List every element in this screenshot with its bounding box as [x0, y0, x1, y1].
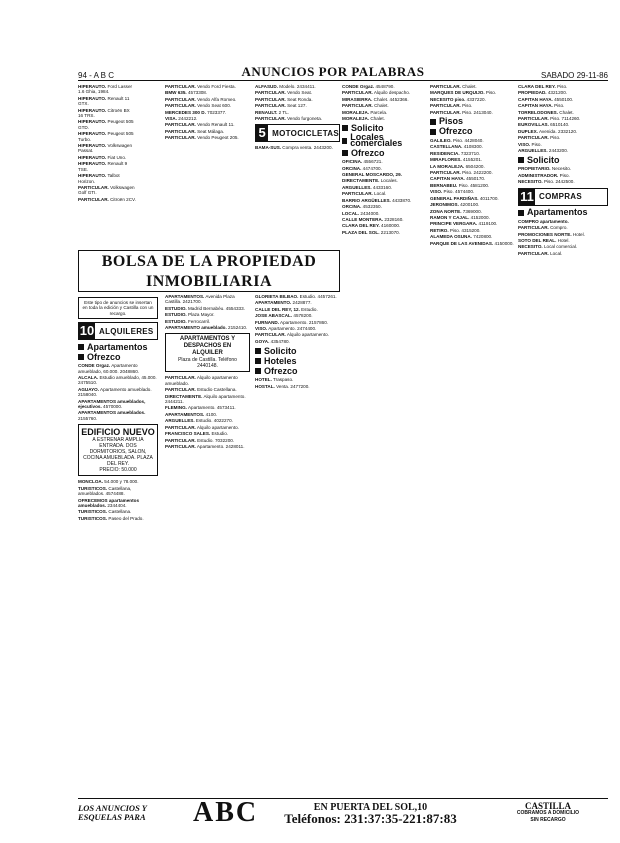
classified-ad: HIPERAUTO. Peugeot 505 Turbo. — [78, 131, 134, 142]
solicito-heading-4: Solicito — [342, 125, 427, 131]
classified-ad: PROPIEDAD. 4321200. — [518, 90, 568, 96]
classified-ad: PARTICULAR. Seat Málaga. — [165, 128, 225, 134]
page-number: 94 - A B C — [78, 71, 115, 80]
classified-ad: HIPERAUTO. Peugeot 505 GTD. — [78, 119, 134, 130]
classified-ad: GALILEO. Piso. 4428040. — [430, 138, 484, 144]
classified-ad: PROMOCIONES NORTE. Hotel. — [518, 231, 585, 237]
compras-title: COMPRAS — [539, 191, 582, 201]
classified-ad: PARTICULAR. Compro. — [518, 225, 568, 231]
classified-ad: HOSTAL. Venta. 2477200. — [255, 383, 310, 389]
classified-ad: CONDE Orgaz. 4548790. — [342, 84, 395, 89]
edificio-box — [78, 424, 158, 476]
classified-ad: HIPERAUTO. Renault 9 TSE. — [78, 161, 128, 172]
classified-ad: HIPERAUTO. Citroën BX 16 TRS. — [78, 107, 130, 119]
classified-ad: MERCEDES 300 D. 7023377. — [165, 109, 227, 115]
classified-ad: MORALEJA. Parcela. — [342, 109, 388, 115]
classified-ad: PARTICULAR. Vendo Peugeot 205. — [165, 135, 239, 141]
edificio-title: EDIFICIO NUEVO — [81, 427, 155, 438]
classified-ad: COMPRO apartamento. — [518, 218, 569, 224]
classified-ad: EUROVILLAS. 6510140. — [518, 122, 570, 128]
classified-ad: RENAULT. 2 TL. — [255, 109, 290, 115]
classified-ad: PARTICULAR. Vendo Alfa Romeo. — [165, 96, 237, 102]
motocicletas-number: 5 — [256, 125, 268, 141]
classified-ad: PARTICULAR. Piso. 2422200. — [430, 170, 493, 176]
square-bullet-icon — [342, 150, 348, 156]
classified-ad: PARTICULAR. Chalet. — [342, 103, 389, 109]
solicito-heading-6: Solicito — [518, 157, 608, 163]
classified-ad: BMW 635. 4573308. — [165, 90, 208, 96]
classified-ad: ALAMEDA OSUNA. 7420800. — [430, 234, 493, 240]
apartamentos-box — [165, 333, 250, 372]
classified-ad: HOTEL. Traspaso. — [255, 377, 294, 383]
square-bullet-icon — [430, 129, 436, 135]
hoteles-heading: Hoteles — [255, 358, 340, 364]
locales-heading: Locales comerciales — [342, 135, 427, 146]
classified-ad: HIPERAUTO. Ford Lasser 1.6 Ghia, 1984. — [78, 84, 133, 95]
classified-ad: ESTUDIO. Madrid Bernabéu. 4554333. — [165, 305, 245, 311]
classified-ad: PARTICULAR. Estudio. 7032200. — [165, 437, 235, 443]
footer-left-line2: ESQUELAS PARA — [78, 812, 146, 822]
ofrezco-heading-pisos: Ofrezco — [430, 129, 515, 135]
alquileres-title: ALQUILERES — [99, 326, 154, 336]
classified-ad: APARTAMENTOS. Avenida Plaza Castilla. 2421700. — [165, 294, 235, 305]
classified-ad: ADMINISTRADOR. Piso. — [518, 172, 570, 178]
classified-ad: CASTELLANA. 4108300. — [430, 144, 483, 150]
classified-ad: GLORIETA BILBAO. Estudio. 4457261. — [255, 294, 337, 299]
footer-phones: Teléfonos: 231:37:35-221:87:83 — [284, 811, 457, 826]
classified-ad: GENERAL PARDIÑAS. 4011700. — [430, 195, 499, 201]
classified-ad: PARTICULAR. Local. — [518, 250, 563, 256]
classified-ad: MIRAFLORES. 4155201. — [430, 157, 483, 163]
classified-ad: CAPITAN HAYA. Piso. — [518, 103, 565, 109]
abc-logo: ABC — [193, 797, 259, 828]
classified-ad: BERNABEU. Piso. 4581200. — [430, 182, 490, 188]
classified-ad: PARTICULAR. Vendo furgoneta. — [255, 116, 323, 122]
classified-ad: AGUAYO. Apartamento amueblado. 2158040. — [78, 386, 152, 398]
classified-ad: PARTICULAR. Apartamento. 2428011. — [165, 443, 245, 449]
classified-ad: APARTAMENTO amueblado. 2152410. — [165, 325, 248, 331]
ofrezco-heading-locales: Ofrezco — [342, 150, 427, 156]
page-date: SABADO 29-11-86 — [541, 71, 608, 80]
classified-ad: HIPERAUTO. Volkswagen Passat. — [78, 143, 133, 154]
footer-address-line: EN PUERTA DEL SOL,10 — [313, 802, 428, 813]
classified-ad: JERONIMOS. 4200100. — [430, 202, 480, 208]
classified-ad: PARTICULAR. Vendo Seat 600. — [165, 103, 232, 109]
square-bullet-icon — [342, 125, 348, 131]
bolsa-line2: INMOBILIARIA — [145, 273, 272, 290]
classified-ad: ALFASUD. Modelo. 2434411. — [255, 84, 316, 89]
column-1-top — [78, 84, 136, 244]
page-header — [78, 60, 608, 81]
apartamentos-heading-compras: Apartamentos — [518, 210, 608, 216]
classified-ad: MORALEJA. Chalet. — [342, 116, 385, 122]
classified-ad: PARTICULAR. Seat 127. — [255, 103, 307, 109]
classified-ad: TORRELODONES. Chalet. — [518, 109, 574, 115]
classified-ad: PARTICULAR. Seat Ronda. — [255, 96, 313, 102]
classified-ad: PARTICULAR. Piso. 7114260. — [518, 116, 581, 122]
page-footer — [78, 798, 608, 827]
footer-castilla-line2: COBRAMOS A DOMICILIO — [516, 809, 580, 816]
classified-ad: VISA. 2442212. — [165, 116, 198, 122]
classified-ad: PARTICULAR. Alquilo despacho. — [342, 90, 411, 96]
footer-address — [253, 802, 488, 824]
footer-left-line1: LOS ANUNCIOS Y — [78, 803, 147, 813]
classified-ad: PARTICULAR. Local. — [342, 191, 387, 197]
classified-ad: APARTAMENTOS amueblados, ejecutivos. 4570000. — [78, 398, 146, 410]
column-2-bottom — [165, 294, 250, 794]
footer-castilla-title: CASTILLA — [524, 800, 571, 811]
bolsa-line1: BOLSA DE LA PROPIEDAD — [101, 253, 317, 270]
classified-ad: CALLE DEL REY, 12. Estudio. — [255, 306, 318, 312]
alquileres-header — [78, 322, 158, 340]
classified-ad: MONCLOA. 54.000 y 78.000. — [78, 479, 139, 485]
classified-ad: PARQUE DE LAS AVENIDAS. 4150000. — [430, 240, 514, 246]
classified-ad: APARTAMENTO. 2428877. — [255, 300, 312, 306]
square-bullet-icon — [78, 344, 84, 350]
square-bullet-icon — [518, 210, 524, 216]
classified-ad: APARTAMENTOS. 4100. — [165, 411, 218, 417]
classified-ad: PLAZA DEL SOL. 2213070. — [342, 229, 400, 235]
ofrezco-heading: Ofrezco — [78, 354, 158, 360]
classified-ad: TURISTICOS. Paseo del Prado. — [78, 515, 144, 521]
classified-ad: MIRASIERRA. Chalet. 4452366. — [342, 96, 409, 102]
classified-ad: PARTICULAR. Citroën 2CV. — [78, 196, 136, 202]
classified-ad: PARTICULAR. Alquilo apartamento amueblado. — [165, 375, 238, 386]
classified-ad: PARTICULAR. Vendo Ford Fiesta. — [165, 84, 236, 89]
square-bullet-icon — [342, 138, 347, 144]
classified-ad: HIPERAUTO. Renault 11 GTX. — [78, 95, 130, 107]
classified-ad: LOCAL. 2434000. — [342, 210, 380, 216]
classified-ad: MARQUES DE URQUIJO. Piso. — [430, 90, 497, 96]
classified-ad: HIPERAUTO. Talbot Horizon. — [78, 173, 120, 184]
apartamentos-heading: Apartamentos — [78, 344, 158, 350]
classified-ad: PROPIETARIO. Necesito. — [518, 166, 572, 172]
classified-ad: FURNAND. Apartamento. 2157860. — [255, 319, 329, 325]
column-3-top — [255, 84, 340, 244]
classified-ad: RESIDENCIA. 7323710. — [430, 150, 481, 156]
classified-ad: DUPLEX. Avenida. 2332120. — [518, 128, 578, 134]
classified-ad: ARGUELLES. 2443200. — [518, 148, 569, 154]
square-bullet-icon — [255, 348, 261, 354]
classified-ad: CLARA DEL REY. 4160000. — [342, 223, 401, 229]
apt-box-text: Plaza de Castilla. Teléfono 2440148. — [178, 357, 237, 370]
classified-ad: TURISTICOS. Castellana, amueblados. 4574488. — [78, 485, 132, 497]
compras-header — [518, 188, 608, 206]
classified-ad: ORCINA. 4532350. — [342, 204, 382, 210]
classified-ad: PARTICULAR. Piso. — [518, 135, 561, 141]
classified-ad: ALCALA. Estudio amueblado, 45.000. 2475510. — [78, 375, 157, 386]
classified-ad: NECESITO. Piso. 2442500. — [518, 179, 575, 185]
classified-ad: CLARA DEL REY. Piso. — [518, 84, 568, 89]
classified-ad: BAMA-SUS. Compra venta. 2443200. — [255, 145, 333, 151]
classified-ad: HIPERAUTO. Fiat Uno. — [78, 154, 127, 160]
classified-ad: VISO. Apartamento. 2474400. — [255, 326, 317, 332]
classified-ad: TURISTICOS. Castellana. — [78, 509, 132, 515]
column-6 — [518, 84, 608, 794]
classified-ad: CONDE Orgaz. Apartamento amueblado, 60.000. 2048860. — [78, 363, 140, 374]
classified-ad: OFRECEMOS apartamentos amueblados. 2344404. — [78, 497, 140, 508]
classified-ad: ARGUELLES. Estudio. 4022270. — [165, 418, 233, 424]
square-bullet-icon — [78, 354, 84, 360]
classified-ad: BARRIO ARGÜELLES. 4433870. — [342, 197, 412, 203]
classified-ad: VISO. Piso. — [518, 141, 542, 147]
classified-ad: GENERAL MOSCARDO, 29. — [342, 172, 402, 178]
classified-ad: DIRECTAMENTE. Locales. — [342, 178, 398, 184]
classified-ad: PARTICULAR. Piso. 2413040. — [430, 109, 493, 115]
square-bullet-icon — [255, 368, 261, 374]
classified-ad: JOSE ABASCAL. 4578200. — [255, 313, 313, 319]
classified-ad: PRINCIPE VERGARA. 4119100. — [430, 221, 498, 227]
classified-ad: FRANCISCO SALES. Estudio. — [165, 431, 229, 437]
alquileres-number: 10 — [79, 323, 95, 339]
motocicletas-title: MOTOCICLETAS — [272, 128, 339, 138]
edificio-text: A ESTRENAR AMPLIA ENTRADA. DOS DORMITORIOS, SALON, COCINA AMUEBLADA. PLAZA DEL REY. — [83, 437, 153, 468]
classified-ad: CAPITAN HAYA. 4550100. — [518, 96, 574, 102]
classified-ad: PARTICULAR. Chalet. — [430, 84, 477, 89]
column-4 — [342, 84, 427, 794]
classified-ad: NECESITO piso. 4337220. — [430, 96, 486, 102]
classified-ad: CALLE MONTERA. 2328160. — [342, 216, 404, 222]
classified-ad: LA MORALEJA. 6504200. — [430, 163, 485, 169]
classified-ad: PARTICULAR. Vendo Seat. — [255, 90, 313, 96]
compras-number: 11 — [520, 188, 534, 204]
column-2-top — [165, 84, 250, 244]
footer-castilla-line3: SIN RECARGO — [530, 816, 566, 823]
column-3-bottom — [255, 294, 340, 794]
classified-ad: PARTICULAR. Estudio Castellana. — [165, 387, 237, 393]
classified-ad: ESTUDIO. Plaza Mayor. — [165, 312, 215, 318]
classified-ad: GOYA. 4354780. — [255, 338, 290, 344]
column-5 — [430, 84, 515, 794]
classified-ad: PARTICULAR. Alquilo apartamento. — [165, 424, 239, 430]
footer-castilla — [488, 800, 608, 824]
ofrezco-heading-hoteles: Ofrezco — [255, 368, 340, 374]
classified-ad: RAMON Y CAJAL. 4152000. — [430, 214, 490, 220]
square-bullet-icon — [518, 157, 524, 163]
classified-ad: APARTAMENTOS amueblados. 2155760. — [78, 410, 146, 421]
classified-ad: DIRECTAMENTE. Alquilo apartamento. 2444211. — [165, 393, 246, 405]
classified-ad: FLEMING. Apartamento. 4573411. — [165, 405, 236, 411]
classified-ad: PARTICULAR. Volkswagen Golf GTI. — [78, 184, 135, 196]
classified-ad: SOTO DEL REAL. Hotel. — [518, 237, 570, 243]
classified-ad: ESTUDIO. Ferrocarril. — [165, 318, 211, 324]
square-bullet-icon — [430, 119, 436, 125]
motocicletas-header — [255, 124, 340, 142]
classified-ad: ORCINA. 4474700. — [342, 165, 382, 171]
classified-ad: CAPITAN HAYA. 4550170. — [430, 176, 486, 182]
classified-ad: ZONA NORTE. 7369000. — [430, 208, 482, 214]
pisos-heading: Pisos — [430, 119, 515, 125]
classified-ad: VISO. Piso. 4574400. — [430, 189, 475, 195]
edificio-price: PRECIO: 50.000 — [99, 467, 137, 474]
bolsa-banner — [78, 250, 340, 292]
square-bullet-icon — [255, 358, 261, 364]
solicito-heading: Solicito — [255, 348, 340, 354]
classified-ad: ARGUELLES. 4433160. — [342, 184, 393, 190]
classified-ad: PARTICULAR. Piso. — [430, 103, 473, 109]
page-title: ANUNCIOS POR PALABRAS — [241, 64, 425, 79]
classified-ad: PARTICULAR. Alquilo apartamento. — [255, 332, 329, 338]
classified-ad: PARTICULAR. Vendo Renault 11. — [165, 122, 235, 128]
classified-ad: RETIRO. Piso. 4315200. — [430, 227, 481, 233]
column-1-bottom — [78, 294, 158, 794]
intro-box: Este tipo de anuncios se insertan en toda la edición y Castilla con un recargo. — [78, 297, 158, 319]
classified-ad: OFICINA. 4556721. — [342, 159, 383, 165]
footer-left — [78, 804, 193, 822]
classified-ad: NECESITO. Local comercial. — [518, 244, 578, 250]
apt-box-title: APARTAMENTOS Y DESPACHOS EN ALQUILER — [179, 336, 236, 357]
